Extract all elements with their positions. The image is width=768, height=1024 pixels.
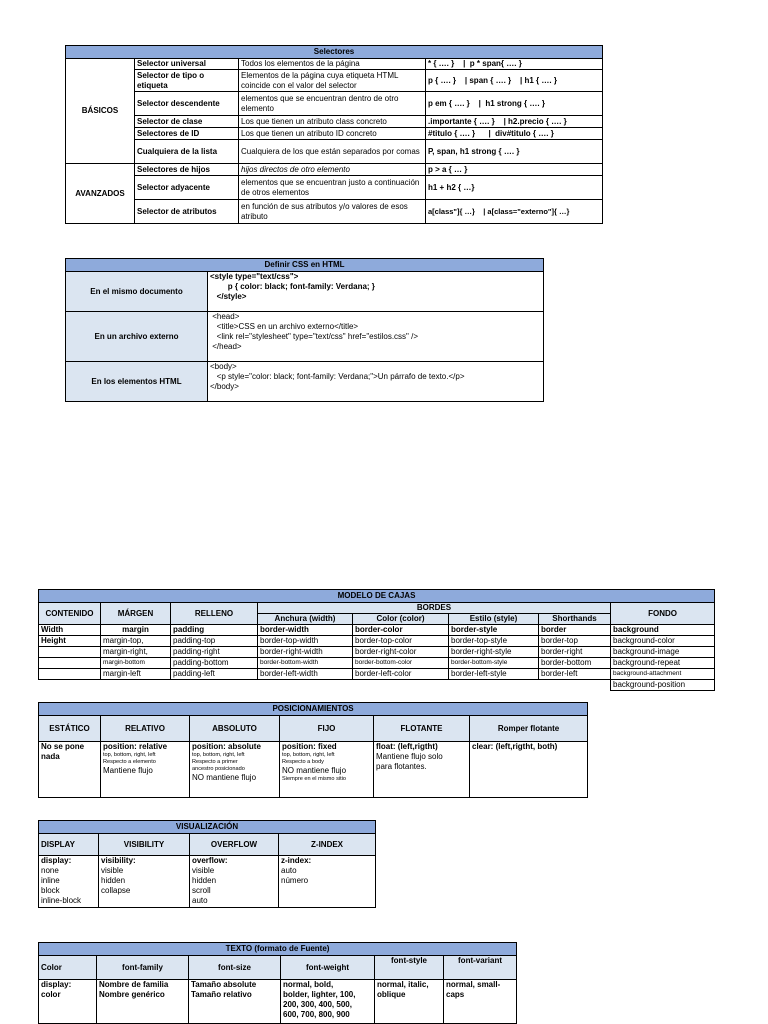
cajas-cell: border-color xyxy=(353,625,449,636)
texto-table xyxy=(38,942,517,1024)
pos-fijo-l1: top, bottom, right, left xyxy=(282,752,335,758)
pos-absoluto-main: position: absolute xyxy=(192,742,261,751)
cajas-bordes-head: BORDES xyxy=(258,603,611,614)
cajas-cell: background-color xyxy=(611,636,715,647)
pos-fijo-l3: NO mantiene flujo xyxy=(282,766,347,775)
definir-label: En el mismo documento xyxy=(66,272,208,312)
texto-head: font-style xyxy=(375,956,444,980)
pos-absoluto-l2: Respecto a primer xyxy=(192,759,238,765)
vis-values: auto número xyxy=(281,866,309,885)
cajas-cell: border-style xyxy=(449,625,539,636)
cajas-margen-head: MÁRGEN xyxy=(101,603,171,625)
cajas-cell: border-bottom-style xyxy=(449,658,539,669)
texto-cell: normal, bold, bolder, lighter, 100, 200, 300, 400, 500, 600, 700, 800, 900 xyxy=(281,980,375,1024)
cajas-cell: background-image xyxy=(611,647,715,658)
selector-example: * { …. } | p * span{ …. } xyxy=(426,59,603,70)
cajas-cell xyxy=(39,669,101,680)
cajas-cell: padding xyxy=(171,625,258,636)
texto-head: font-weight xyxy=(281,956,375,980)
texto-cell: normal, small- caps xyxy=(444,980,517,1024)
texto-head: font-size xyxy=(189,956,281,980)
cajas-cell: margin-top, xyxy=(101,636,171,647)
selector-name: Selector universal xyxy=(135,59,239,70)
pos-romper: clear: (left,rigtht, both) xyxy=(470,742,588,798)
cajas-cell: background xyxy=(611,625,715,636)
bordes-sub-head: Estilo (style) xyxy=(449,614,539,625)
selector-example: a[class"]{ …} | a[class="externo"]{ …} xyxy=(426,200,603,224)
selector-example: p { …. } | span { …. } | h1 { …. } xyxy=(426,70,603,92)
vis-label: display: xyxy=(41,856,72,865)
pos-head: Romper flotante xyxy=(470,716,588,742)
vis-label: visibility: xyxy=(101,856,136,865)
cajas-cell xyxy=(39,647,101,658)
definir-title: Definir CSS en HTML xyxy=(66,259,544,272)
cajas-row xyxy=(39,658,715,669)
pos-head: RELATIVO xyxy=(101,716,190,742)
selector-desc: elementos que se encuentran justo a continuación de otros elementos xyxy=(239,176,426,200)
cajas-relleno-head: RELLENO xyxy=(171,603,258,625)
selector-name: Selector descendente xyxy=(135,92,239,116)
selector-desc: Los que tienen un atributo ID concreto xyxy=(239,128,426,140)
definir-label: En los elementos HTML xyxy=(66,362,208,402)
modelo-cajas-table xyxy=(38,589,715,691)
cajas-cell: background-repeat xyxy=(611,658,715,669)
selectores-table xyxy=(65,45,603,224)
cajas-row xyxy=(39,647,715,658)
cajas-cell: Height xyxy=(39,636,101,647)
group-label-basicos: BÁSICOS xyxy=(66,59,135,164)
pos-flotante-l1: Mantiene flujo solo xyxy=(376,752,443,761)
pos-absoluto-l3: ancestro posicionado xyxy=(192,766,245,772)
cajas-cell: background-attachment xyxy=(611,669,715,680)
vis-label: overflow: xyxy=(192,856,228,865)
definir-code: <style type="text/css"> p { color: black; font-family: Verdana; } </style> xyxy=(208,272,544,312)
selector-desc: Los que tienen un atributo class concreto xyxy=(239,116,426,128)
vis-values: visible hidden collapse xyxy=(101,866,131,895)
cajas-cell: padding-bottom xyxy=(171,658,258,669)
pos-fijo-main: position: fixed xyxy=(282,742,337,751)
definir-label: En un archivo externo xyxy=(66,312,208,362)
selector-example: p em { …. } | h1 strong { …. } xyxy=(426,92,603,116)
pos-head: FIJO xyxy=(280,716,374,742)
cajas-cell: border-left-style xyxy=(449,669,539,680)
selector-example: h1 + h2 { …} xyxy=(426,176,603,200)
texto-cell: Nombre de familia Nombre genérico xyxy=(97,980,189,1024)
vis-values: none inline block inline-block xyxy=(41,866,82,905)
selector-example: .importante { …. } | h2.precio { …. } xyxy=(426,116,603,128)
pos-title: POSICIONAMIENTOS xyxy=(39,703,588,716)
selector-name: Cualquiera de la lista xyxy=(135,140,239,164)
bordes-sub-head: Color (color) xyxy=(353,614,449,625)
cajas-cell: border-right-width xyxy=(258,647,353,658)
vis-head: VISIBILITY xyxy=(99,834,190,856)
cajas-cell: padding-top xyxy=(171,636,258,647)
pos-relativo-l1: top, bottom, right, left xyxy=(103,752,156,758)
pos-absoluto-l1: top, bottom, right, left xyxy=(192,752,245,758)
cajas-cell: padding-left xyxy=(171,669,258,680)
texto-head: font-variant xyxy=(444,956,517,980)
pos-fijo-l4: Siempre en el mismo sitio xyxy=(282,776,347,782)
cajas-fondo-head: FONDO xyxy=(611,603,715,625)
selectores-title: Selectores xyxy=(66,46,603,59)
vis-head: DISPLAY xyxy=(39,834,99,856)
cajas-cell: background-position xyxy=(611,680,715,691)
texto-cell: Tamaño absolute Tamaño relativo xyxy=(189,980,281,1024)
texto-head: Color xyxy=(39,956,97,980)
cajas-row xyxy=(39,669,715,680)
vis-values: visible hidden scroll auto xyxy=(192,866,217,905)
texto-title: TEXTO (formato de Fuente) xyxy=(39,943,517,956)
selector-name: Selector adyacente xyxy=(135,176,239,200)
cajas-cell: border-top xyxy=(539,636,611,647)
cajas-cell: margin xyxy=(101,625,171,636)
selector-desc: Todos los elementos de la página xyxy=(239,59,426,70)
selector-desc: hijos directos de otro elemento xyxy=(239,164,426,176)
cajas-cell: margin-right, xyxy=(101,647,171,658)
selector-desc: en función de sus atributos y/o valores de esos atributo xyxy=(239,200,426,224)
bordes-sub-head: Anchura (width) xyxy=(258,614,353,625)
vis-label: z-index: xyxy=(281,856,312,865)
pos-head: ABSOLUTO xyxy=(190,716,280,742)
bordes-sub-head: Shorthands xyxy=(539,614,611,625)
vis-head: OVERFLOW xyxy=(190,834,279,856)
selector-example: #titulo { …. } | div#titulo { …. } xyxy=(426,128,603,140)
texto-cell: normal, italic, oblique xyxy=(375,980,444,1024)
cajas-contenido-head: CONTENIDO xyxy=(39,603,101,625)
pos-flotante-l2: para flotantes. xyxy=(376,762,427,771)
cajas-cell: border-width xyxy=(258,625,353,636)
definir-css-table xyxy=(65,258,544,402)
cajas-cell: border-bottom-width xyxy=(258,658,353,669)
selector-desc: Elementos de la página cuya etiqueta HTML coincide con el valor del selector xyxy=(239,70,426,92)
selector-name: Selector de tipo o etiqueta xyxy=(135,70,239,92)
selector-example: P, span, h1 strong { …. } xyxy=(426,140,603,164)
definir-code: <body> <p style="color: black; font-family: Verdana;">Un párrafo de texto.</p> </body> xyxy=(208,362,544,402)
posicionamientos-table xyxy=(38,702,588,798)
cajas-cell: margin-bottom xyxy=(101,658,171,669)
visualizacion-table xyxy=(38,820,376,908)
cajas-cell: padding-right xyxy=(171,647,258,658)
texto-cell: display: color xyxy=(39,980,97,1024)
vis-title: VISUALIZACIÓN xyxy=(39,821,376,834)
pos-relativo-l2: Respecto a elemento xyxy=(103,759,156,765)
pos-relativo-main: position: relative xyxy=(103,742,168,751)
cajas-cell: border-left-width xyxy=(258,669,353,680)
pos-relativo-l3: Mantiene flujo xyxy=(103,766,153,775)
pos-head: ESTÁTICO xyxy=(39,716,101,742)
pos-flotante-main: float: (left,rigtht) xyxy=(376,742,438,751)
cajas-cell: margin-left xyxy=(101,669,171,680)
cajas-cell: border-top-width xyxy=(258,636,353,647)
definir-code: <head> <title>CSS en un archivo externo</title> <link rel="stylesheet" type="text/css" href="estilos.css" /> </head> xyxy=(208,312,544,362)
cajas-cell: border-bottom-color xyxy=(353,658,449,669)
cajas-cell: border-right-style xyxy=(449,647,539,658)
pos-absoluto-l4: NO mantiene flujo xyxy=(192,773,257,782)
cajas-cell: border-bottom xyxy=(539,658,611,669)
selector-name: Selectores de hijos xyxy=(135,164,239,176)
cajas-cell: border-top-style xyxy=(449,636,539,647)
cajas-cell: border-left-color xyxy=(353,669,449,680)
pos-estatico: No se pone nada xyxy=(39,742,101,798)
cajas-cell: border-right-color xyxy=(353,647,449,658)
texto-head: font-family xyxy=(97,956,189,980)
cajas-cell: border-top-color xyxy=(353,636,449,647)
cajas-cell: Width xyxy=(39,625,101,636)
cajas-title: MODELO DE CAJAS xyxy=(39,590,715,603)
selector-name: Selectores de ID xyxy=(135,128,239,140)
vis-head: Z-INDEX xyxy=(279,834,376,856)
pos-fijo-l2: Respecto a body xyxy=(282,759,324,765)
selector-name: Selector de atributos xyxy=(135,200,239,224)
cajas-cell: border xyxy=(539,625,611,636)
cajas-cell xyxy=(39,658,101,669)
cajas-row xyxy=(39,636,715,647)
cajas-cell: border-left xyxy=(539,669,611,680)
selector-example: p > a { … } xyxy=(426,164,603,176)
selector-name: Selector de clase xyxy=(135,116,239,128)
cajas-cell: border-right xyxy=(539,647,611,658)
cajas-row xyxy=(39,625,715,636)
group-label-avanzados: AVANZADOS xyxy=(66,164,135,224)
pos-head: FLOTANTE xyxy=(374,716,470,742)
selector-desc: elementos que se encuentran dentro de otro elemento xyxy=(239,92,426,116)
selector-desc: Cualquiera de los que están separados por comas xyxy=(239,140,426,164)
